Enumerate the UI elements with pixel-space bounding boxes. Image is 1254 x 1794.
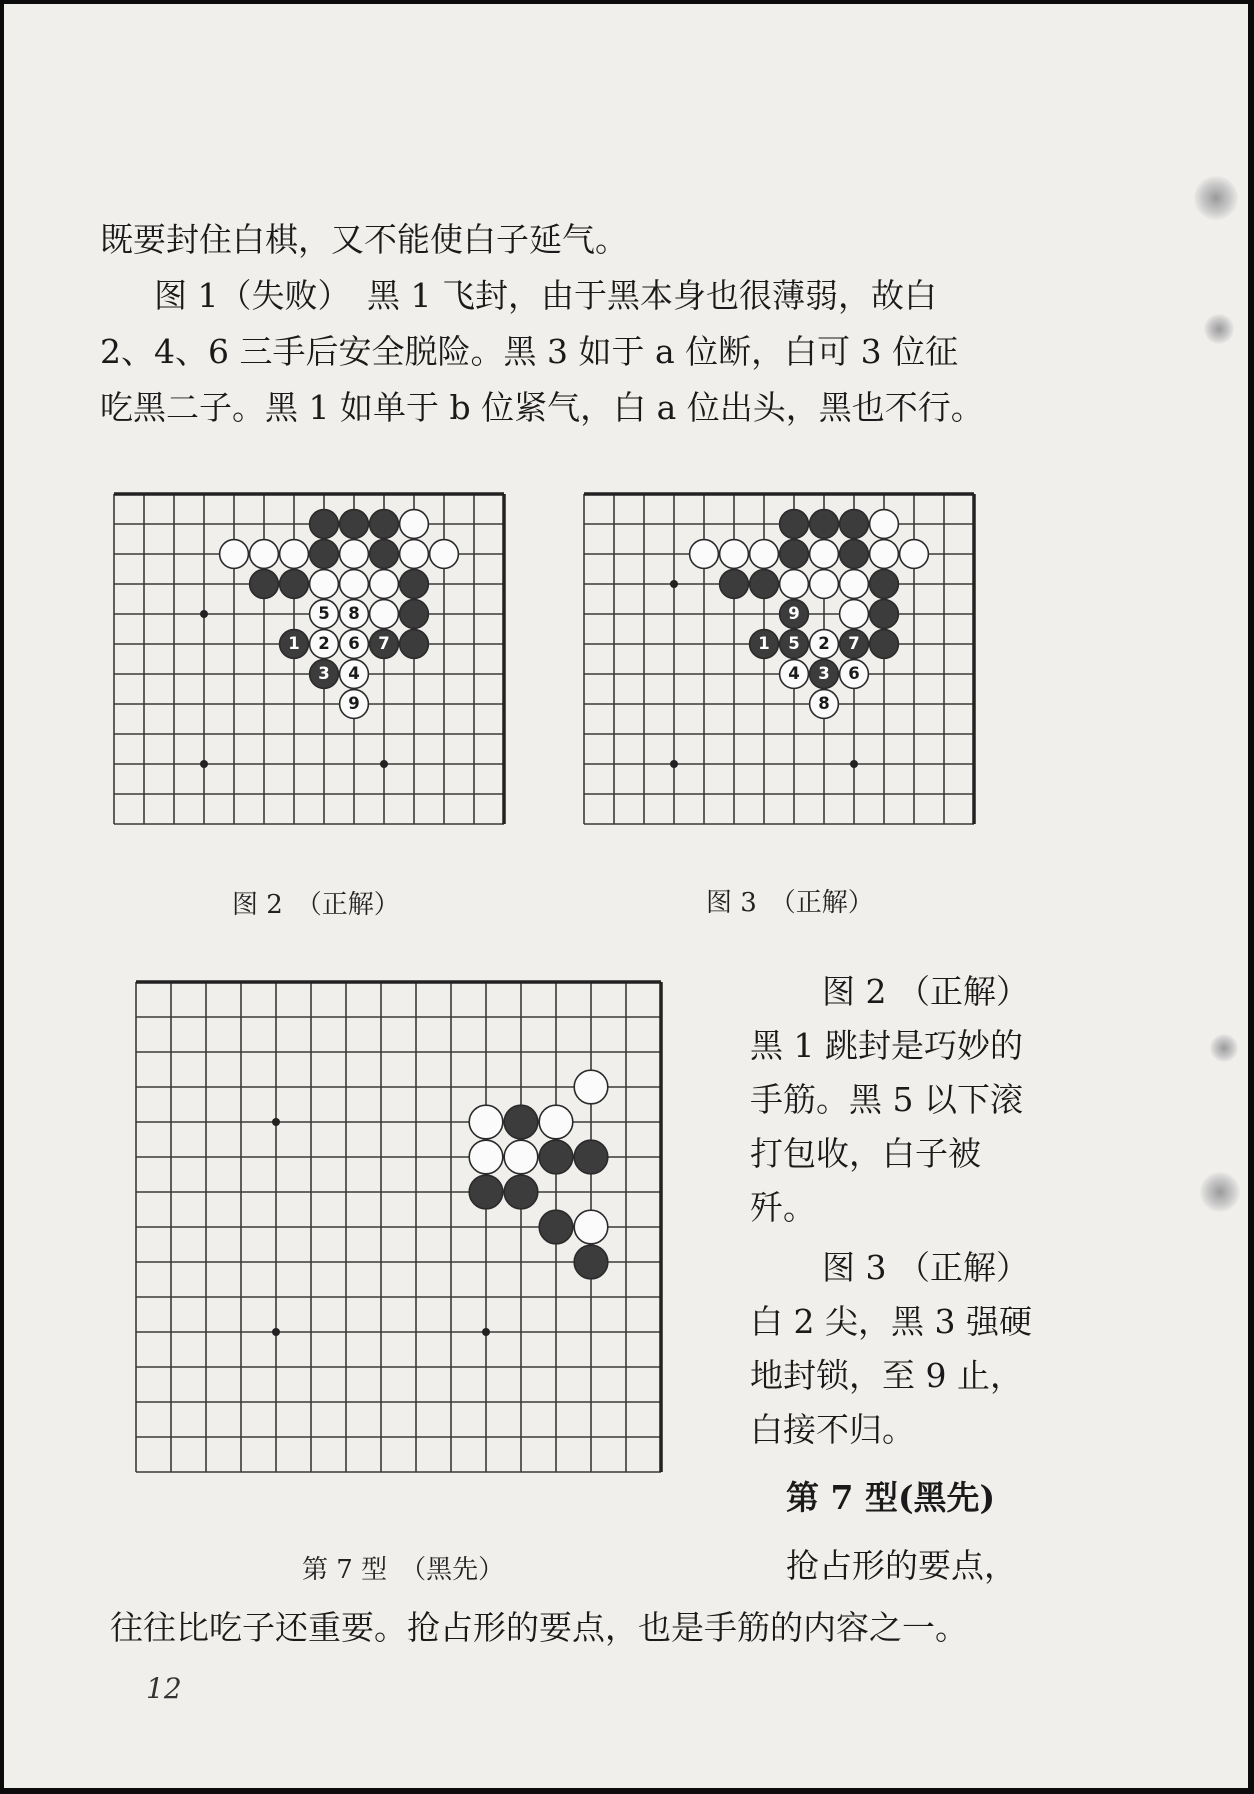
black-stone	[280, 570, 309, 599]
move-number: 9	[788, 603, 800, 623]
white-stone	[340, 660, 369, 689]
side-text-4: 歼。	[750, 1188, 816, 1227]
white-stone	[340, 540, 369, 569]
side-heading-type7: 第 7 型(黑先)	[786, 1478, 996, 1517]
caption-fig2: 图 2 （正解）	[232, 890, 400, 920]
white-stone	[720, 540, 749, 569]
black-stone	[750, 570, 779, 599]
text-line-2: 图 1（失败） 黑 1 飞封，由于黑本身也很薄弱，故白	[154, 276, 937, 315]
white-stone	[310, 600, 339, 629]
caption-fig3: 图 3 （正解）	[706, 888, 874, 918]
black-stone	[400, 630, 429, 659]
text-line-1: 既要封住白棋，又不能使白子延气。	[100, 220, 628, 259]
scan-speck	[1194, 176, 1238, 220]
move-number: 3	[318, 663, 330, 683]
white-stone	[220, 540, 249, 569]
black-stone	[280, 630, 309, 659]
black-stone	[780, 630, 809, 659]
black-stone	[810, 660, 839, 689]
black-stone	[574, 1140, 608, 1174]
black-stone	[370, 510, 399, 539]
white-stone	[574, 1070, 608, 1104]
black-stone	[780, 600, 809, 629]
white-stone	[900, 540, 929, 569]
page-number: 12	[146, 1672, 182, 1705]
star-point	[670, 580, 678, 588]
black-stone	[504, 1175, 538, 1209]
black-stone	[310, 510, 339, 539]
black-stone	[870, 600, 899, 629]
move-number: 6	[348, 633, 360, 653]
black-stone	[840, 630, 869, 659]
black-stone	[370, 540, 399, 569]
white-stone	[250, 540, 279, 569]
move-number: 4	[348, 663, 360, 683]
side-heading-fig3: 图 3 （正解）	[822, 1248, 1029, 1287]
move-number: 5	[788, 633, 800, 653]
scan-speck	[1200, 1172, 1240, 1212]
black-stone	[469, 1175, 503, 1209]
move-number: 7	[848, 633, 860, 653]
black-stone	[780, 510, 809, 539]
white-stone	[690, 540, 719, 569]
black-stone	[504, 1105, 538, 1139]
go-board-type7	[126, 972, 716, 1542]
go-board-fig2	[104, 484, 554, 864]
white-stone	[810, 540, 839, 569]
star-point	[380, 760, 388, 768]
white-stone	[539, 1105, 573, 1139]
text-line-4: 吃黑二子。黑 1 如单于 b 位紧气，白 a 位出头，黑也不行。	[100, 388, 984, 427]
star-point	[200, 760, 208, 768]
white-stone	[840, 660, 869, 689]
black-stone	[574, 1245, 608, 1279]
go-board-fig3	[574, 484, 1024, 864]
white-stone	[469, 1105, 503, 1139]
caption-type7: 第 7 型 （黑先）	[302, 1555, 505, 1585]
side-text-3: 打包收，白子被	[750, 1134, 981, 1173]
black-stone	[310, 540, 339, 569]
white-stone	[810, 690, 839, 719]
black-stone	[370, 630, 399, 659]
move-number: 1	[288, 633, 300, 653]
white-stone	[400, 540, 429, 569]
black-stone	[400, 570, 429, 599]
black-stone	[340, 510, 369, 539]
move-number: 9	[348, 693, 360, 713]
white-stone	[370, 570, 399, 599]
side-text-1: 黑 1 跳封是巧妙的	[750, 1026, 1023, 1065]
star-point	[272, 1328, 280, 1336]
white-stone	[574, 1210, 608, 1244]
text-line-3: 2、4、6 三手后安全脱险。黑 3 如于 a 位断，白可 3 位征	[100, 332, 959, 371]
move-number: 5	[318, 603, 330, 623]
white-stone	[780, 660, 809, 689]
move-number: 2	[318, 633, 330, 653]
move-number: 8	[348, 603, 360, 623]
black-stone	[840, 510, 869, 539]
move-number: 2	[818, 633, 830, 653]
white-stone	[504, 1140, 538, 1174]
black-stone	[870, 630, 899, 659]
black-stone	[810, 510, 839, 539]
white-stone	[340, 600, 369, 629]
scan-speck	[1210, 1034, 1238, 1062]
black-stone	[250, 570, 279, 599]
star-point	[482, 1328, 490, 1336]
black-stone	[750, 630, 779, 659]
star-point	[670, 760, 678, 768]
black-stone	[840, 540, 869, 569]
star-point	[272, 1118, 280, 1126]
white-stone	[810, 630, 839, 659]
black-stone	[400, 600, 429, 629]
move-number: 4	[788, 663, 800, 683]
white-stone	[430, 540, 459, 569]
white-stone	[469, 1140, 503, 1174]
white-stone	[340, 570, 369, 599]
side-text-6: 地封锁，至 9 止，	[750, 1356, 1023, 1395]
white-stone	[370, 600, 399, 629]
white-stone	[870, 540, 899, 569]
move-number: 1	[758, 633, 770, 653]
white-stone	[400, 510, 429, 539]
star-point	[850, 760, 858, 768]
move-number: 7	[378, 633, 390, 653]
star-point	[200, 610, 208, 618]
move-number: 8	[818, 693, 830, 713]
black-stone	[310, 660, 339, 689]
black-stone	[539, 1210, 573, 1244]
white-stone	[870, 510, 899, 539]
book-page	[4, 4, 1248, 1788]
white-stone	[310, 570, 339, 599]
white-stone	[750, 540, 779, 569]
white-stone	[840, 570, 869, 599]
white-stone	[840, 600, 869, 629]
black-stone	[870, 570, 899, 599]
black-stone	[720, 570, 749, 599]
side-text-5: 白 2 尖，黑 3 强硬	[750, 1302, 1032, 1341]
black-stone	[780, 540, 809, 569]
white-stone	[780, 570, 809, 599]
side-heading-fig2: 图 2 （正解）	[822, 972, 1029, 1011]
black-stone	[539, 1140, 573, 1174]
white-stone	[280, 540, 309, 569]
scan-speck	[1204, 314, 1234, 344]
move-number: 3	[818, 663, 830, 683]
white-stone	[810, 570, 839, 599]
side-text-8: 抢占形的要点，	[786, 1546, 1017, 1585]
white-stone	[340, 630, 369, 659]
white-stone	[310, 630, 339, 659]
white-stone	[340, 690, 369, 719]
side-text-2: 手筋。黑 5 以下滚	[750, 1080, 1023, 1119]
side-text-7: 白接不归。	[750, 1410, 915, 1449]
move-number: 6	[848, 663, 860, 683]
text-last-line: 往往比吃子还重要。抢占形的要点，也是手筋的内容之一。	[110, 1608, 968, 1647]
